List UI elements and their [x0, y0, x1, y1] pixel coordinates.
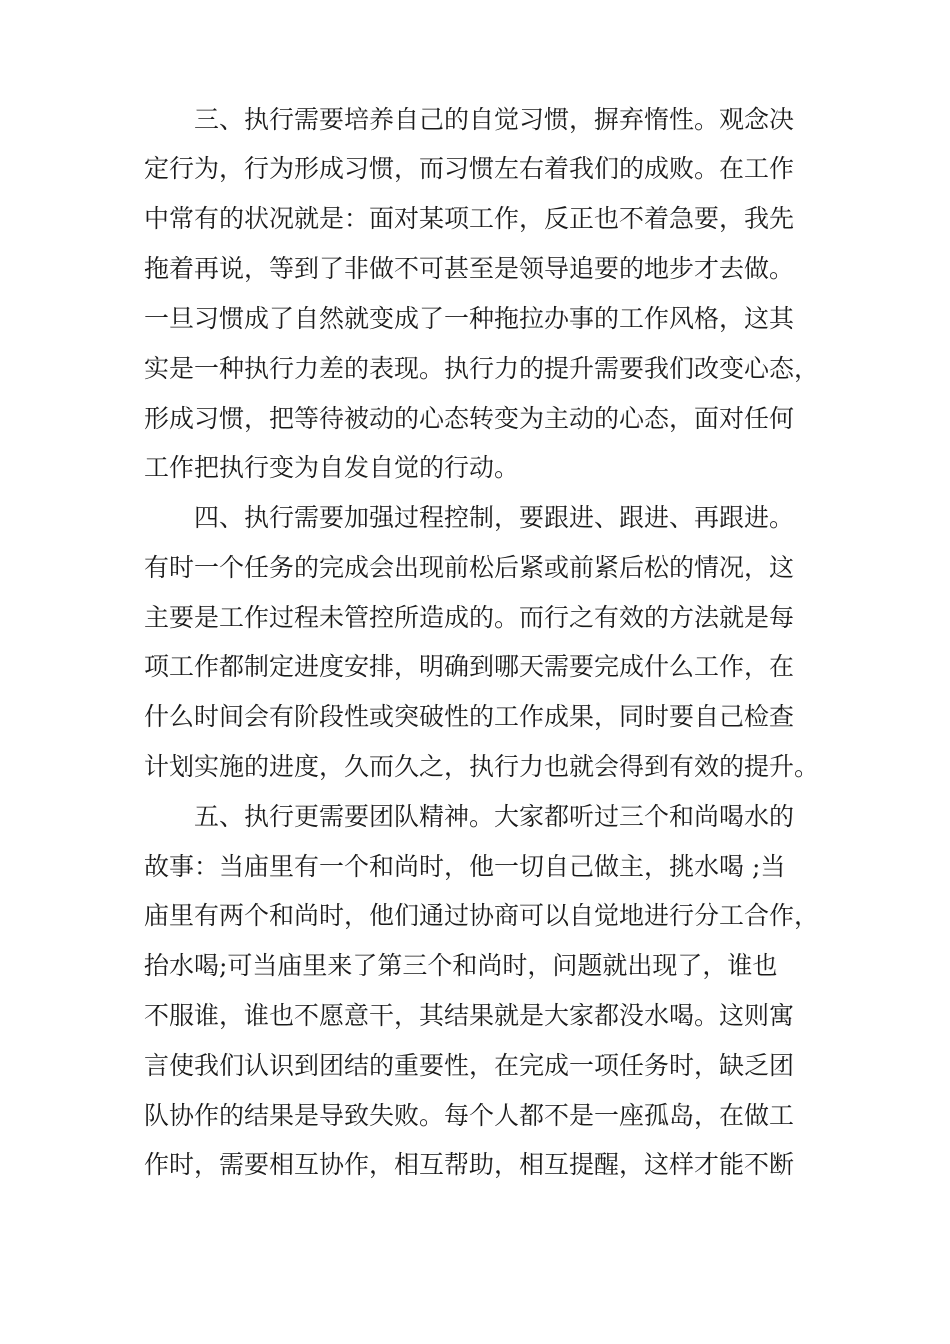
paragraph-4-line: 计划实施的进度，久而久之，执行力也就会得到有效的提升。 [144, 752, 820, 781]
paragraph-5-line: 庙里有两个和尚时，他们通过协商可以自觉地进行分工合作， [144, 901, 820, 930]
paragraph-3-line: 实是一种执行力差的表现。执行力的提升需要我们改变心态， [144, 354, 820, 383]
paragraph-3-line: 拖着再说，等到了非做不可甚至是领导追要的地步才去做。 [144, 254, 795, 283]
paragraph-4-line: 主要是工作过程未管控所造成的。而行之有效的方法就是每 [144, 603, 795, 632]
paragraph-4-line: 什么时间会有阶段性或突破性的工作成果，同时要自己检查 [144, 702, 795, 731]
paragraph-3-line: 形成习惯，把等待被动的心态转变为主动的心态，面对任何 [144, 404, 795, 433]
paragraph-4-line: 有时一个任务的完成会出现前松后紧或前紧后松的情况，这 [144, 553, 795, 582]
paragraph-5-line: 故事：当庙里有一个和尚时，他一切自己做主，挑水喝 ;当 [144, 852, 786, 881]
paragraph-3-line: 三、执行需要培养自己的自觉习惯，摒弃惰性。观念决 [194, 105, 795, 134]
paragraph-3-line: 工作把执行变为自发自觉的行动。 [144, 453, 520, 482]
paragraph-5-line: 抬水喝;可当庙里来了第三个和尚时，问题就出现了，谁也 [144, 951, 778, 980]
paragraph-3-line: 中常有的状况就是：面对某项工作，反正也不着急要，我先 [144, 204, 795, 233]
paragraph-5-line: 队协作的结果是导致失败。每个人都不是一座孤岛，在做工 [144, 1101, 795, 1130]
paragraph-4-line: 项工作都制定进度安排，明确到哪天需要完成什么工作，在 [144, 652, 795, 681]
paragraph-5-line: 言使我们认识到团结的重要性，在完成一项任务时，缺乏团 [144, 1051, 795, 1080]
paragraph-5-line: 不服谁，谁也不愿意干，其结果就是大家都没水喝。这则寓 [144, 1001, 795, 1030]
paragraph-3-line: 一旦习惯成了自然就变成了一种拖拉办事的工作风格，这其 [144, 304, 795, 333]
paragraph-5-line: 作时，需要相互协作，相互帮助，相互提醒，这样才能不断 [144, 1150, 795, 1179]
paragraph-4-line: 四、执行需要加强过程控制，要跟进、跟进、再跟进。 [194, 503, 795, 532]
paragraph-3-line: 定行为，行为形成习惯，而习惯左右着我们的成败。在工作 [144, 154, 795, 183]
paragraph-5-line: 五、执行更需要团队精神。大家都听过三个和尚喝水的 [194, 802, 795, 831]
